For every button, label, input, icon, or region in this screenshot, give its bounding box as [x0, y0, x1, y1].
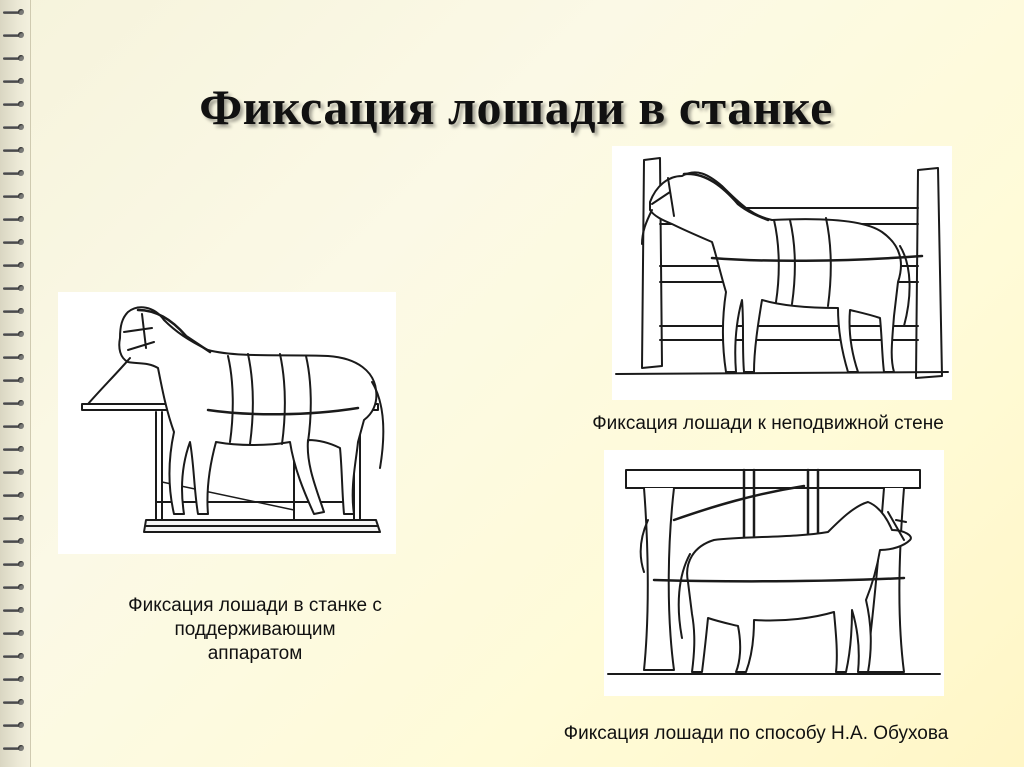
binding-ring: [3, 238, 27, 247]
binding-ring: [3, 376, 27, 385]
binding-ring: [3, 629, 27, 638]
binding-ring: [3, 560, 27, 569]
binding-ring: [3, 675, 27, 684]
binding-ring: [3, 261, 27, 270]
figure-obukhov-method: [604, 450, 944, 696]
binding-ring: [3, 514, 27, 523]
figure-stall-support: [58, 292, 396, 554]
binding-ring: [3, 330, 27, 339]
binding-ring: [3, 721, 27, 730]
binding-ring: [3, 307, 27, 316]
binding-ring: [3, 583, 27, 592]
binding-ring: [3, 284, 27, 293]
binding-ring: [3, 491, 27, 500]
binding-ring: [3, 606, 27, 615]
binding-ring: [3, 445, 27, 454]
binding-ring: [3, 8, 27, 17]
caption-line-2: поддерживающим: [174, 619, 336, 640]
caption-line-3: аппаратом: [207, 643, 303, 664]
binding-ring: [3, 31, 27, 40]
figure-fixed-wall: [612, 146, 952, 400]
caption-stall-support: [70, 594, 440, 666]
binding-ring: [3, 353, 27, 362]
caption-fixed-wall: Фиксация лошади к неподвижной стене: [592, 413, 944, 434]
binding-ring: [3, 652, 27, 661]
caption-obukhov-method: Фиксация лошади по способу Н.А. Обухова: [563, 723, 949, 744]
horse-obukhov-illustration: [604, 450, 944, 696]
binding-ring: [3, 537, 27, 546]
binding-ring: [3, 54, 27, 63]
horse-wall-illustration: [612, 146, 952, 400]
binding-ring: [3, 146, 27, 155]
caption-line-1: Фиксация лошади в станке с: [128, 595, 382, 616]
binding-ring: [3, 192, 27, 201]
binding-ring: [3, 744, 27, 753]
binding-ring: [3, 698, 27, 707]
binding-ring: [3, 422, 27, 431]
binding-ring: [3, 468, 27, 477]
binding-ring: [3, 215, 27, 224]
binding-ring: [3, 399, 27, 408]
page-title: Фиксация лошади в станке: [199, 79, 833, 135]
horse-stall-illustration: [58, 292, 396, 554]
binding-ring: [3, 169, 27, 178]
